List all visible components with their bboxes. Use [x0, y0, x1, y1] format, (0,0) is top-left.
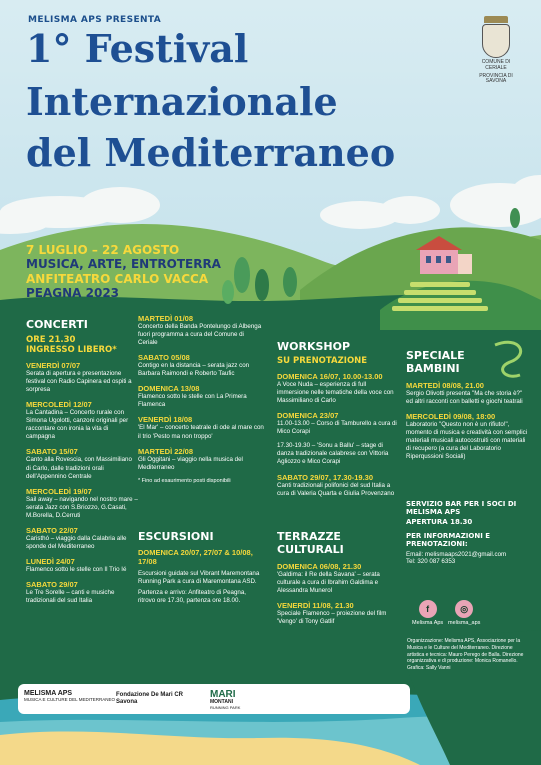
event-description: Serata di apertura e presentazione festival con Radio Capinera ed ospiti a sorpresa — [26, 370, 132, 394]
concerti2-list — [138, 314, 264, 472]
event-item — [277, 442, 399, 466]
sponsor-logos — [20, 686, 410, 712]
event-description: Contigo en la distancia – serata jazz con Barbara Raimondi e Roberto Taufic — [138, 362, 250, 378]
bambini-column — [406, 349, 528, 461]
melisma-logo-subtext: MUSICA E CULTURE DEL MEDITERRANEO — [24, 696, 116, 702]
provincia-label: PROVINCIA DI SAVONA — [479, 72, 513, 85]
workshop-sub: SU PRENOTAZIONE — [277, 356, 368, 366]
terrazze-title-2: CULTURALI — [277, 543, 344, 556]
concerti-column — [26, 318, 138, 605]
event-description: Laboratorio "Questo non è un rifiuto!", momento di musica e creatività con semplici materiali musicali autocostruiti con materiali di recupero (a cura del Laboratorio Riperqussioni Sociali) — [406, 421, 528, 461]
event-item — [138, 447, 264, 472]
event-item — [406, 412, 528, 461]
event-date: VENERDÌ 07/07 — [26, 361, 81, 370]
escursioni-text2: Partenza e arrivo: Anfiteatro di Peagna, ritrovo ore 17.30, partenza ore 18.00. — [138, 589, 247, 605]
montani-logo-text: MONTANI — [210, 699, 233, 705]
workshop-column — [277, 340, 399, 498]
contact-email[interactable]: Email: melismaaps2021@gmail.com — [406, 551, 507, 558]
event-date: MARTEDÌ 22/08 — [138, 446, 194, 456]
presenta-label: MELISMA APS PRESENTA — [28, 15, 162, 25]
title-line-3: del Mediterraneo — [26, 130, 396, 175]
event-item — [26, 557, 138, 574]
escursioni-section — [138, 530, 264, 605]
event-item — [138, 384, 264, 409]
terrazze-title-1: TERRAZZE — [277, 530, 341, 543]
running-logo-text: RUNNING PARK — [210, 704, 241, 710]
event-item — [26, 400, 138, 441]
event-date: MARTEDÌ 01/08 — [138, 314, 194, 323]
mari-logo-text: MARI — [210, 689, 236, 700]
event-description: Caristhó – viaggio dalla Calabria alle sponde del Mediterraneo — [26, 534, 127, 550]
event-item — [277, 411, 399, 436]
event-date: LUNEDÌ 24/07 — [26, 556, 75, 566]
fondazione-logo: Fondazione De Mari CR Savona — [116, 692, 184, 705]
event-item — [26, 361, 138, 394]
event-description: 17.30-19.30 – 'Sonu a Ballu' – stage di danza tradizionale calabrese con Vittoria Agliozzo e Mico Corapi — [277, 442, 389, 466]
instagram-label: melisma_aps — [448, 620, 481, 626]
event-description: Le Tre Sorelle – canti e musiche tradizionali del sud Italia — [26, 589, 115, 605]
event-description: A Voce Nuda – esperienza di full immersione nelle tematiche della voce con Massimiliano di Carlo — [277, 381, 394, 405]
terrazze-section — [277, 530, 399, 626]
event-date: MARTEDÌ 08/08, 21.00 — [406, 381, 484, 390]
event-description: Sergio Olivotti presenta "Ma che storia è?" ed altri racconti con balletti e giochi teatrali — [406, 390, 523, 406]
concerti-entry: INGRESSO LIBERO* — [26, 345, 117, 355]
event-description: 11.00-13.00 – Corso di Tamburello a cura di Mico Corapi — [277, 420, 397, 436]
event-item — [26, 487, 138, 520]
event-date: DOMENICA 23/07 — [277, 411, 339, 421]
event-item — [26, 526, 138, 551]
event-item — [26, 580, 138, 605]
event-description: Flamenco sotto le stelle con Il Trio Ié — [26, 565, 127, 573]
event-date: MERCOLEDÌ 12/07 — [26, 400, 92, 410]
event-item — [406, 381, 528, 406]
event-item — [277, 473, 399, 498]
comune-label: COMUNE DI CERIALE — [481, 59, 511, 71]
festival-theme: MUSICA, ARTE, ENTROTERRA — [26, 257, 221, 272]
terrazze-list — [277, 562, 399, 626]
event-description: 'Galdima: il Re della Savana' – serata culturale a cura di Ibrahim Galdima e Alessandra Munerol — [277, 571, 380, 595]
event-description: Gli Oggitani – viaggio nella musica del Mediterraneo — [138, 455, 243, 471]
event-item — [277, 601, 399, 626]
event-date: DOMENICA 13/08 — [138, 384, 200, 394]
bambini-list — [406, 381, 528, 461]
concerti-time: ORE 21.30 — [26, 335, 76, 345]
facebook-link[interactable] — [412, 600, 443, 626]
event-item — [26, 447, 138, 480]
event-description: 'El Mar' – concerto teatrale di ode al mare con il trio 'Pesto ma non troppo' — [138, 424, 264, 440]
event-date: DOMENICA 16/07, 10.00-13.00 — [277, 372, 383, 381]
apertura-time: APERTURA 18.30 — [406, 518, 473, 526]
info-title: PER INFORMAZIONI E PRENOTAZIONI: — [406, 532, 491, 548]
event-item — [277, 372, 399, 405]
workshop-list — [277, 372, 399, 498]
event-date: VENERDÌ 18/08 — [138, 415, 193, 425]
event-date: VENERDÌ 11/08, 21.30 — [277, 601, 354, 611]
concerti-title: CONCERTI — [26, 318, 88, 331]
event-date: SABATO 15/07 — [26, 447, 78, 457]
event-date: SABATO 22/07 — [26, 525, 78, 535]
services-section — [406, 500, 530, 565]
festival-dates: 7 LUGLIO – 22 AGOSTO — [26, 243, 180, 257]
event-date: DOMENICA 06/08, 21.30 — [277, 562, 362, 571]
event-item — [277, 562, 399, 595]
festival-venue: ANFITEATRO CARLO VACCA — [26, 271, 209, 286]
escursioni-title: ESCURSIONI — [138, 530, 214, 543]
comune-coat-of-arms — [474, 16, 518, 86]
shield-icon — [482, 24, 510, 58]
instagram-link[interactable] — [448, 600, 480, 626]
bar-service: SERVIZIO BAR PER I SOCI DI MELISMA APS — [406, 500, 517, 516]
festival-info — [26, 243, 221, 301]
event-date: SABATO 29/07, 17.30-19.30 — [277, 472, 374, 482]
event-item — [138, 353, 264, 378]
title-line-2: Internazionale — [26, 79, 338, 124]
festival-place-year: PEAGNA 2023 — [26, 286, 120, 301]
escursioni-dates: DOMENICA 20/07, 27/07 & 10/08, 17/08 — [138, 548, 253, 566]
instagram-icon: ◎ — [455, 600, 473, 618]
bambini-title-2: BAMBINI — [406, 362, 460, 375]
concerti-list — [26, 361, 138, 605]
event-item — [138, 415, 264, 440]
event-description: Speciale Flamenco – proiezione del film 'Vengo' di Tony Gatlif — [277, 610, 387, 626]
title-line-1: 1° Festival — [26, 26, 249, 71]
bambini-title-1: SPECIALE — [406, 349, 465, 362]
event-date: MERCOLEDÌ 19/07 — [26, 486, 92, 496]
event-description: Concerto della Banda Pontelungo di Albenga fuori programma a cura del Comune di Ceriale — [138, 323, 262, 347]
melisma-logo-text: MELISMA APS — [24, 690, 73, 697]
concerti-continued-column — [138, 308, 264, 485]
event-description: Flamenco sotto le stelle con La Primera Flamenca — [138, 393, 247, 409]
event-date: MERCOLEDÌ 09/08, 18:00 — [406, 412, 496, 422]
contact-phone[interactable]: Tel: 320 087 6353 — [406, 558, 456, 565]
workshop-title: WORKSHOP — [277, 340, 351, 353]
event-item — [138, 314, 264, 347]
facebook-label: Melisma Aps — [412, 620, 444, 626]
event-date: SABATO 29/07 — [26, 580, 78, 589]
event-description: Canti tradizionali polifonici del sud Italia a cura di Valeria Quarta e Giulia Provenzano — [277, 481, 395, 497]
crown-icon — [484, 16, 508, 23]
facebook-icon: f — [419, 600, 437, 618]
event-description: La Cantadina – Concerto rurale con Simona Ugolotti, canzoni originali per raccontare con ironia la vita di campagna — [26, 409, 129, 441]
clouds — [0, 175, 541, 234]
event-description: Sail away – navigando nel nostro mare – serata Jazz con S.Briozzo, G.Casati, M.Borella, D.Cerruti — [26, 495, 138, 519]
concerti-note: * Fino ad esaurimento posti disponibili — [138, 477, 231, 484]
mari-montani-logo — [210, 689, 290, 710]
event-date: SABATO 05/08 — [138, 353, 190, 363]
event-description: Canto alla Rovescia, con Massimiliano di Carlo, dalle tradizioni orali dell'Appennino Centrale — [26, 456, 132, 480]
organization-credits: Organizzazione: Melisma APS, Associazione per la Musica e le Culture del Mediterraneo. Direzione artistica e tecnica: Mauro Perego de Balla. Direzione organizzativa e di produzione: Monica Romanello. Grafica: Sally Vanni — [407, 638, 524, 671]
escursioni-text: Escursioni guidate sul Vibrant Maremontana Running Park a cura di Maremontana ASD. — [138, 570, 260, 586]
